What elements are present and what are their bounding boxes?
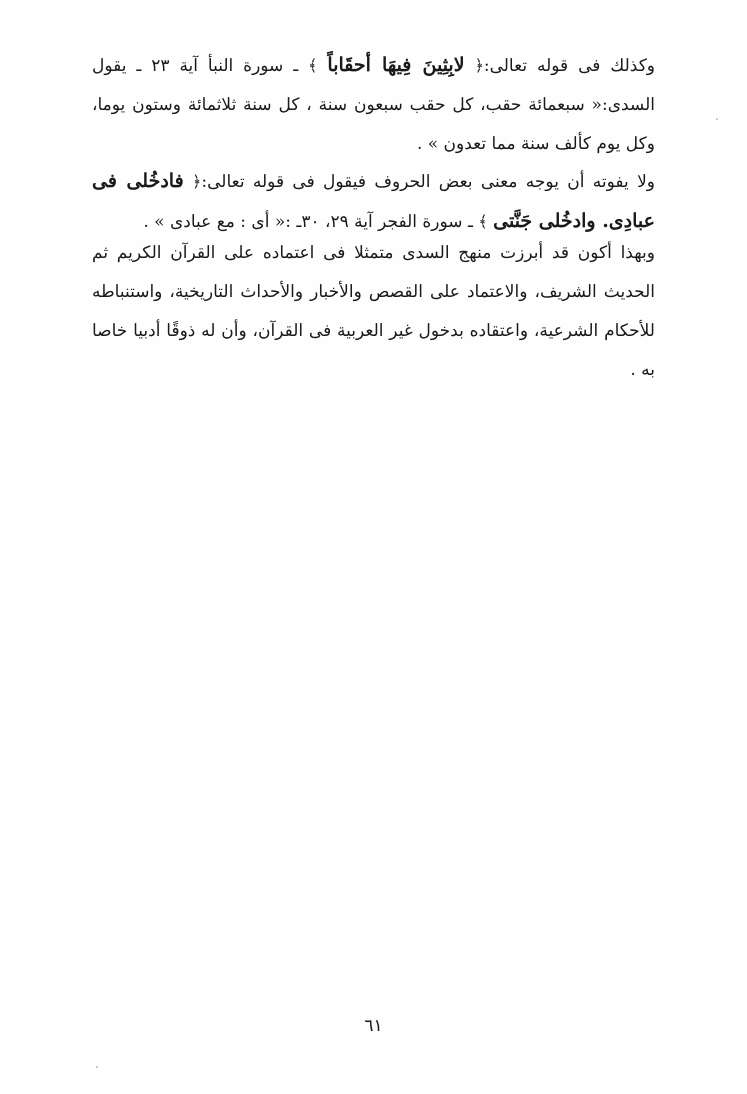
- ornate-close-bracket: ﴾: [478, 212, 488, 231]
- paragraph-2-commentary: ـ سورة الفجر آية ٢٩، ٣٠ـ :« أى : مع عبادى » .: [143, 212, 479, 232]
- ornate-open-bracket: ﴿: [474, 56, 484, 75]
- ornate-close-bracket: ﴾: [308, 56, 318, 75]
- quran-verse-naba: لابِثِينَ فِيهَا أحقَاباً: [327, 54, 465, 76]
- paragraph-1-intro: وكذلك فى قوله تعالى:: [483, 56, 656, 76]
- paragraph-2-intro: ولا يفوته أن يوجه معنى بعض الحروف فيقول فى قوله تعالى:: [201, 172, 655, 192]
- paragraph-2: [92, 162, 655, 242]
- ornate-open-bracket: ﴿: [192, 172, 202, 191]
- scan-speck: [716, 118, 718, 120]
- paragraph-1: [92, 46, 655, 164]
- quran-verse-fajr: فادخُلى فى عبادِى. وادخُلى جَنَّتى: [92, 170, 655, 232]
- paragraph-1-commentary: ـ سورة النبأ آية ٢٣ ـ يقول السدى:« سبعمائة حقب، كل حقب سبعون سنة ، كل سنة ثلاثمائة وستون يوما، وكل يوم كألف سنة مما تعدون » .: [92, 56, 655, 154]
- paragraph-3-text: وبهذا أكون قد أبرزت منهج السدى متمثلا فى اعتماده على القرآن الكريم ثم الحديث الشريف، والاعتماد على القصص والأخبار والأحداث التاريخية، واستنباطه للأحكام الشرعية، واعتقاده بدخول غير العربية فى القرآن، وأن له ذوقًا أدبيا خاصا به .: [92, 243, 655, 380]
- page-number: ٦١: [364, 1016, 383, 1036]
- scan-speck: [96, 1066, 98, 1068]
- paragraph-3: [92, 234, 655, 390]
